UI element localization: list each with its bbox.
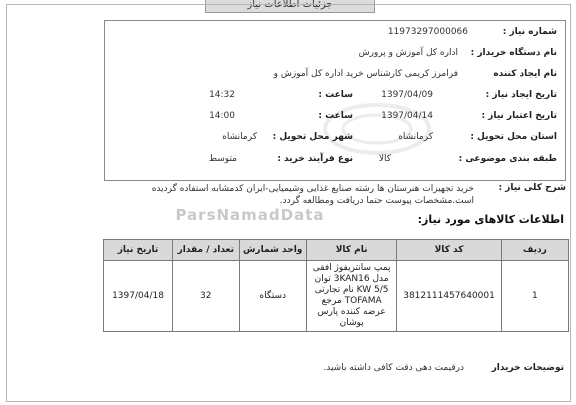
description-label: شرح کلی نیاز : — [498, 183, 566, 193]
col-header-name: نام کالا — [306, 240, 396, 261]
need-number-value: 11973297000066 — [387, 27, 468, 37]
valid-time-value: 14:00 — [209, 111, 235, 121]
description-text: خرید تجهیزات هنرستان ها رشته صنایع غذایی وشیمیایی-ایران کدمشابه استفاده گردیده است.مشخصات پیوست حتما دریافت ومطالعه گردد. — [151, 184, 474, 206]
category-value: کالا — [378, 154, 391, 164]
create-date-value: 1397/04/09 — [381, 90, 433, 100]
valid-date-value: 1397/04/14 — [381, 111, 433, 121]
need-info-box — [104, 20, 566, 181]
process-type-value: متوسط — [208, 154, 237, 164]
items-section-title: اطلاعات کالاهای مورد نیاز: — [417, 213, 564, 226]
watermark-logo-icon — [317, 99, 437, 159]
page-header: جزئیات اطلاعات نیاز — [205, 0, 375, 13]
col-header-unit: واحد شمارش — [239, 240, 306, 261]
buyer-notes-text: درقیمت دهی دقت کافی داشته باشید. — [323, 363, 464, 373]
col-header-row: ردیف — [501, 240, 568, 261]
items-table — [103, 239, 569, 332]
buyer-notes-label: توضیحات خریدار — [491, 363, 564, 373]
create-time-value: 14:32 — [209, 90, 235, 100]
table-row — [104, 261, 569, 332]
create-time-label: ساعت : — [318, 90, 353, 100]
need-number-label: شماره نیاز : — [502, 27, 557, 37]
buyer-org-label: نام دستگاه خریدار : — [470, 48, 557, 58]
city-value: کرمانشاه — [222, 132, 257, 142]
watermark-text: ParsNamadData — [175, 206, 325, 224]
city-label: شهر محل تحویل : — [272, 132, 353, 142]
category-label: طبقه بندی موضوعی : — [458, 154, 557, 164]
col-header-qty: تعداد / مقدار — [173, 240, 239, 261]
cell-unit: دستگاه — [239, 261, 306, 332]
province-value: کرمانشاه — [398, 132, 433, 142]
col-header-date: تاریخ نیاز — [104, 240, 173, 261]
valid-date-label: تاریخ اعتبار نیاز : — [481, 111, 557, 121]
buyer-org-value: اداره کل آموزش و پرورش — [358, 48, 458, 58]
create-date-label: تاریخ ایجاد نیاز : — [485, 90, 557, 100]
cell-qty: 32 — [173, 261, 239, 332]
cell-row: 1 — [501, 261, 568, 332]
process-type-label: نوع فرآیند خرید : — [277, 154, 353, 164]
province-label: استان محل تحویل : — [470, 132, 557, 142]
valid-time-label: ساعت : — [318, 111, 353, 121]
creator-value: فرامرز کریمی کارشناس خرید اداره کل آموزش و — [273, 69, 458, 79]
items-header-row — [104, 240, 569, 261]
col-header-code: کد کالا — [397, 240, 501, 261]
cell-date: 1397/04/18 — [104, 261, 173, 332]
description-block — [96, 183, 566, 207]
cell-name: پمپ سانتریفوژ افقی مدل 3KAN16 توان 5/5 KW نام تجارتی TOFAMA مرجع عرضه کننده پارس پوشان — [306, 261, 396, 332]
creator-label: نام ایجاد کننده — [493, 69, 557, 79]
cell-code: 3812111457640001 — [397, 261, 501, 332]
